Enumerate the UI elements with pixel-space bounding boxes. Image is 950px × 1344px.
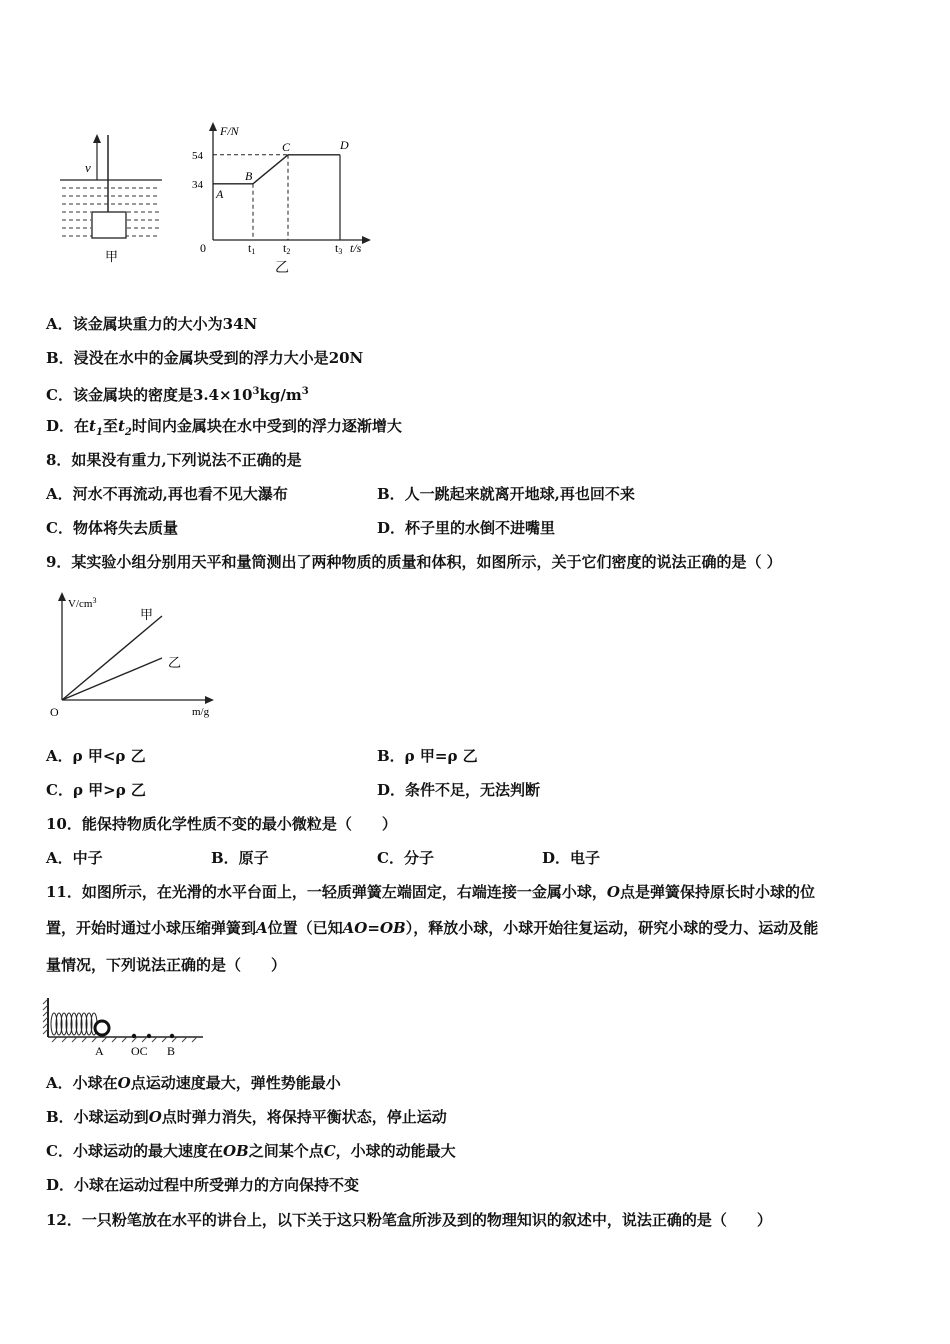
q11-stem-line1: 11．如图所示，在光滑的水平台面上，一轻质弹簧左端固定，右端连接一金属小球，O点是弹簧保持原长时小球的位 — [46, 883, 815, 901]
q9-option-d[interactable]: D．条件不足，无法判断 — [377, 781, 541, 799]
metal-block — [92, 212, 126, 238]
q8-option-b[interactable]: B．人一跳起来就离开地球,再也回不来 — [377, 485, 635, 503]
q11-stem-line2: 置，开始时通过小球压缩弹簧到A位置（已知AO=OB），释放小球，小球开始往复运动，研究小球的受力、运动及能 — [46, 919, 819, 937]
q9-origin: O — [50, 705, 59, 719]
label-a: A — [95, 1044, 104, 1058]
point-label-b: B — [245, 168, 253, 183]
q9-y-label: $V/cm^3$ — [68, 596, 97, 610]
v-label: v — [85, 160, 91, 175]
spring — [51, 1013, 97, 1035]
q11-option-c[interactable]: C．小球运动的最大速度在OB之间某个点C，小球的动能最大 — [46, 1142, 456, 1160]
q11-stem-line3: 量情况，下列说法正确的是（ ） — [46, 956, 287, 974]
q12-stem: 12．一只粉笔放在水平的讲台上，以下关于这只粉笔盒所涉及到的物理知识的叙述中，说法正确的是（ ） — [46, 1211, 772, 1229]
q10-option-d[interactable]: D．电子 — [542, 849, 601, 867]
q9-stem: 9．某实验小组分别用天平和量筒测出了两种物质的质量和体积，如图所示，关于它们密度的说法正确的是（ ） — [46, 553, 782, 571]
y-axis-label: F/N — [220, 124, 239, 138]
q8-option-d[interactable]: D．杯子里的水倒不进嘴里 — [377, 519, 556, 537]
x-tick-t1: t1 — [248, 241, 256, 256]
origin-label: 0 — [200, 241, 206, 255]
q9-option-a[interactable]: A．ρ 甲<ρ 乙 — [46, 747, 146, 765]
q9-series-line-jia — [62, 616, 162, 700]
q9-option-c[interactable]: C．ρ 甲>ρ 乙 — [46, 781, 146, 799]
q7-option-a[interactable]: A．该金属块重力的大小为34N — [46, 315, 258, 333]
q9-option-b[interactable]: B．ρ 甲=ρ 乙 — [377, 747, 478, 765]
q9-line-yi-label: 乙 — [168, 655, 182, 670]
q10-option-b[interactable]: B．原子 — [211, 849, 269, 867]
jia-label: 甲 — [105, 249, 119, 264]
q10-option-a[interactable]: A．中子 — [46, 849, 103, 867]
label-oc: OC — [131, 1044, 148, 1058]
point-c — [147, 1034, 151, 1038]
x-tick-t3: t3 — [335, 241, 343, 256]
yi-label: 乙 — [275, 260, 289, 276]
q9-line-jia-label: 甲 — [140, 607, 154, 622]
q9-figure-chart — [40, 588, 230, 723]
point-b — [170, 1034, 174, 1038]
y-tick-34: 34 — [192, 178, 203, 191]
x-axis-label: t/s — [350, 241, 362, 255]
q10-option-c[interactable]: C．分子 — [377, 849, 434, 867]
point-o — [132, 1034, 136, 1038]
point-label-a: A — [216, 186, 224, 201]
q9-x-label: m/g — [192, 706, 210, 718]
y-tick-54: 54 — [192, 149, 203, 162]
point-label-d: D — [340, 137, 349, 152]
q8-option-a[interactable]: A．河水不再流动,再也看不见大瀑布 — [46, 485, 288, 503]
q11-option-d[interactable]: D．小球在运动过程中所受弹力的方向保持不变 — [46, 1176, 360, 1194]
q7-option-b[interactable]: B．浸没在水中的金属块受到的浮力大小是20N — [46, 349, 364, 367]
figure-yi-chart — [190, 118, 380, 278]
q11-spring-figure — [40, 992, 210, 1060]
q10-stem: 10．能保持物质化学性质不变的最小微粒是（ ） — [46, 815, 397, 833]
x-tick-t2: t2 — [283, 241, 291, 256]
q9-series-line-yi — [62, 658, 162, 700]
q8-option-c[interactable]: C．物体将失去质量 — [46, 519, 178, 537]
q8-stem: 8．如果没有重力,下列说法不正确的是 — [46, 451, 302, 469]
q11-option-b[interactable]: B．小球运动到O点时弹力消失，将保持平衡状态，停止运动 — [46, 1108, 447, 1126]
point-label-c: C — [282, 139, 291, 154]
q11-option-a[interactable]: A．小球在O点运动速度最大，弹性势能最小 — [46, 1074, 341, 1092]
q7-option-c[interactable]: C．该金属块的密度是$3.4\times 10^3kg/m^3$ — [46, 386, 309, 404]
label-b: B — [167, 1044, 176, 1058]
figure-jia — [55, 130, 170, 270]
segment-BC — [253, 155, 288, 184]
metal-ball — [95, 1021, 109, 1035]
q7-option-d[interactable]: D．在$t_1$至$t_2$时间内金属块在水中受到的浮力逐渐增大 — [46, 417, 402, 438]
